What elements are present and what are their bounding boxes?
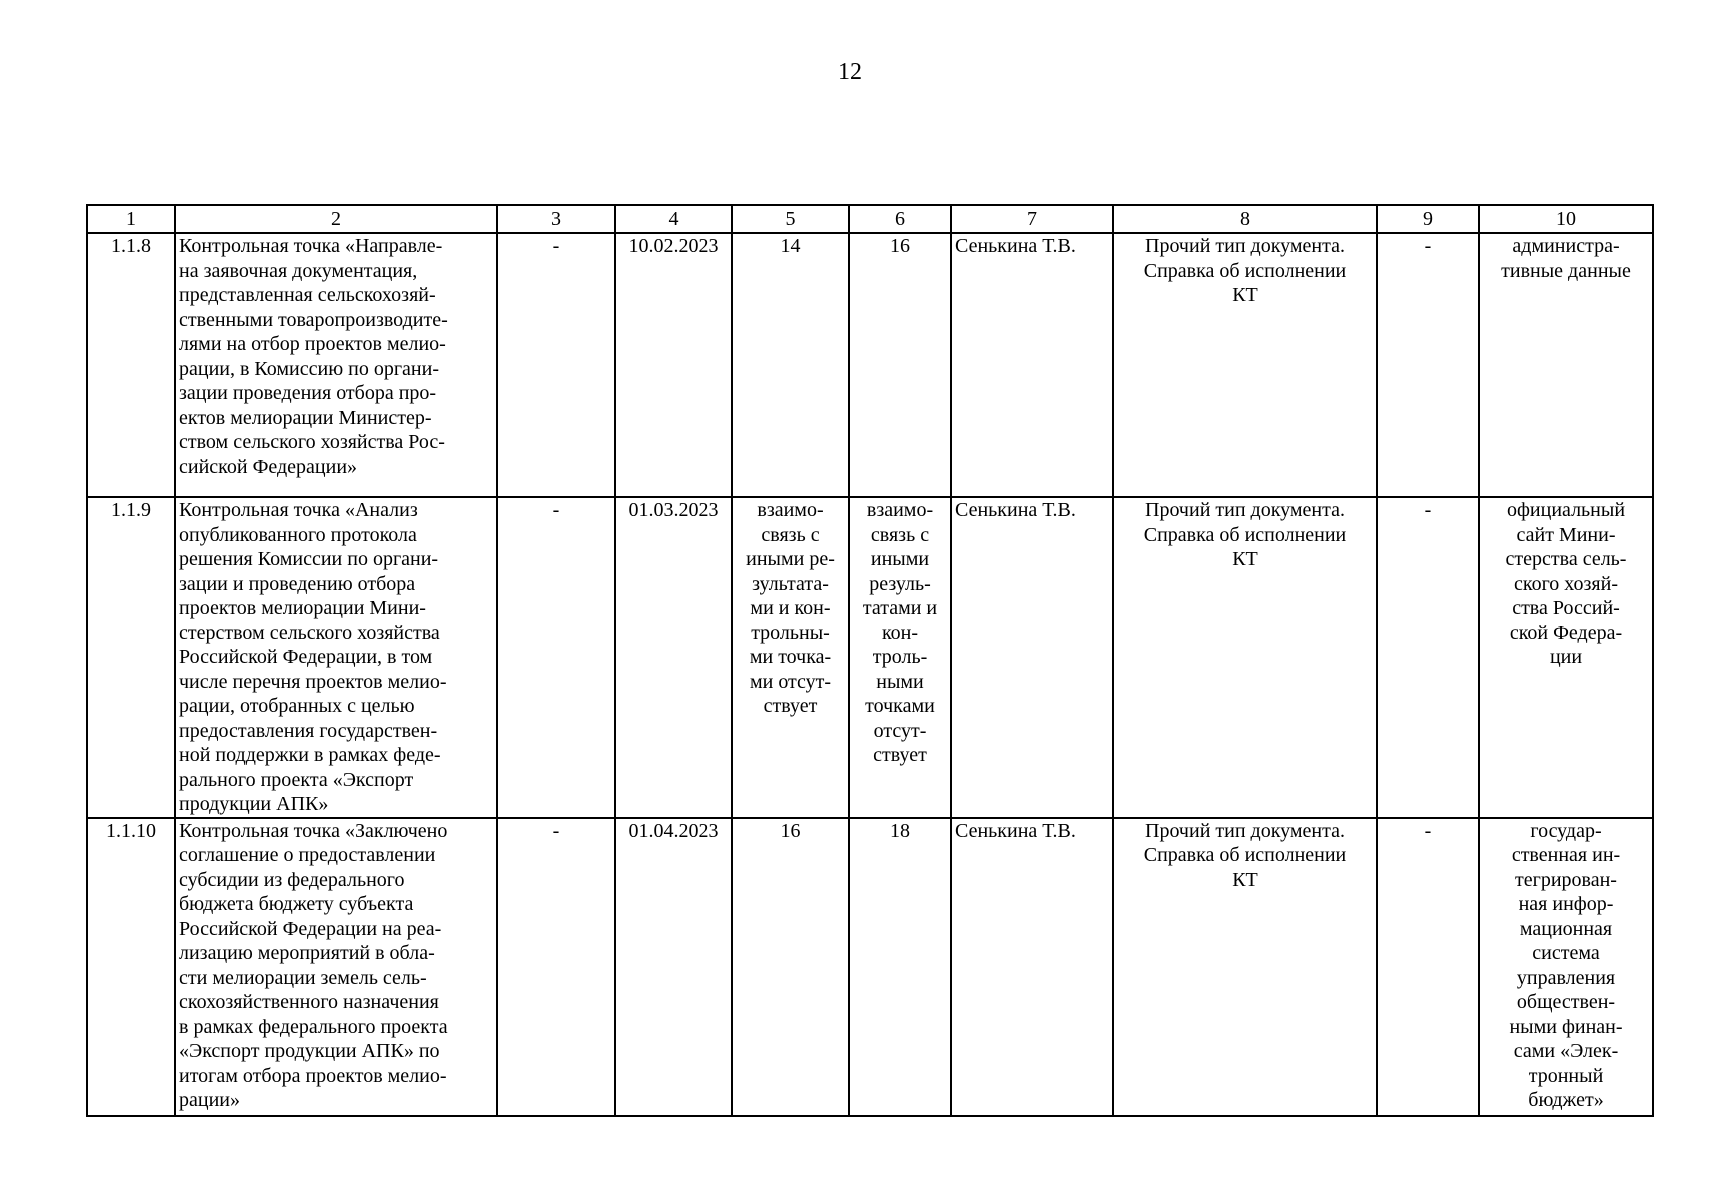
text-line: Российской Федерации на реа- xyxy=(179,917,442,940)
text-line: ми точка- xyxy=(749,646,832,668)
row-col9: - xyxy=(1377,497,1479,818)
row-col5 xyxy=(732,233,849,497)
text-line: числе перечня проектов мелио- xyxy=(179,670,447,693)
row-description xyxy=(175,233,497,497)
column-header: 6 xyxy=(849,205,951,233)
row-id: 1.1.8 xyxy=(87,233,175,497)
row-col5 xyxy=(732,818,849,1116)
text-line: на заявочная документация, xyxy=(179,259,418,282)
column-header: 9 xyxy=(1377,205,1479,233)
text-line: сайт Мини- xyxy=(1516,523,1616,546)
text-line: тивные данные xyxy=(1501,259,1631,282)
row-col6 xyxy=(849,497,951,818)
text-line: Прочий тип документа. xyxy=(1145,499,1345,521)
text-line: Контрольная точка «Направле- xyxy=(179,235,443,257)
text-line: бюджет» xyxy=(1528,1089,1604,1111)
text-line: зультата- xyxy=(752,572,829,595)
text-line: рации, в Комиссию по органи- xyxy=(179,357,439,380)
text-line: «Экспорт продукции АПК» по xyxy=(179,1040,440,1062)
text-line: тегрирован- xyxy=(1515,868,1617,891)
text-line: резуль- xyxy=(869,572,931,595)
text-line: ной поддержки в рамках феде- xyxy=(179,744,441,766)
row-date: 01.04.2023 xyxy=(615,818,732,1116)
column-header: 4 xyxy=(615,205,732,233)
text-line: проектов мелиорации Мини- xyxy=(179,597,426,619)
text-line: администра- xyxy=(1512,235,1620,257)
text-line: тронный xyxy=(1528,1064,1604,1087)
text-line: зации проведения отбора про- xyxy=(179,382,437,404)
text-line: Справка об исполнении xyxy=(1143,844,1347,866)
text-line: итогам отбора проектов мелио- xyxy=(179,1064,447,1087)
column-header: 7 xyxy=(951,205,1113,233)
column-header: 1 xyxy=(87,205,175,233)
text-line: соглашение о предоставлении xyxy=(179,844,436,866)
row-id: 1.1.9 xyxy=(87,497,175,818)
text-line: стерством сельского хозяйства xyxy=(179,621,440,644)
text-line: управления xyxy=(1516,966,1616,989)
row-responsible: Сенькина Т.В. xyxy=(951,497,1113,818)
text-line: предоставления государствен- xyxy=(179,719,438,742)
text-line: КТ xyxy=(1232,284,1258,306)
text-line: Российской Федерации, в том xyxy=(179,646,433,668)
row-col9: - xyxy=(1377,818,1479,1116)
text-line: ствует xyxy=(873,744,927,766)
text-line: точками xyxy=(865,695,935,717)
text-line: взаимо- xyxy=(757,499,824,521)
text-line: ная инфор- xyxy=(1518,893,1614,915)
row-col3: - xyxy=(497,497,615,818)
text-line: ствует xyxy=(763,695,818,717)
column-header: 2 xyxy=(175,205,497,233)
text-line: кон- xyxy=(881,621,919,644)
text-line: 16 xyxy=(780,819,801,842)
text-line: сти мелиорации земель сель- xyxy=(179,966,427,989)
text-line: скохозяйственного назначения xyxy=(179,991,439,1013)
page-number: 12 xyxy=(838,59,862,85)
control-points-table xyxy=(86,204,1654,1117)
text-line: Контрольная точка «Анализ xyxy=(179,499,418,521)
table-row xyxy=(87,818,1653,1116)
text-line: ными финан- xyxy=(1509,1015,1623,1038)
row-description xyxy=(175,818,497,1116)
row-source xyxy=(1479,233,1653,497)
column-header: 8 xyxy=(1113,205,1377,233)
text-line: ции xyxy=(1549,646,1583,668)
text-line: отсут- xyxy=(873,719,927,742)
text-line: рации» xyxy=(179,1089,240,1111)
text-line: иными ре- xyxy=(746,548,835,570)
text-line: иными xyxy=(870,548,930,570)
text-line: лизацию мероприятий в обла- xyxy=(179,942,435,964)
column-header: 10 xyxy=(1479,205,1653,233)
text-line: стерства сель- xyxy=(1505,548,1627,570)
text-line: троль- xyxy=(872,646,928,668)
text-line: мационная xyxy=(1519,917,1613,940)
text-line: сами «Элек- xyxy=(1513,1040,1619,1062)
text-line: ными xyxy=(876,670,924,693)
row-col5 xyxy=(732,497,849,818)
row-col9: - xyxy=(1377,233,1479,497)
row-responsible: Сенькина Т.В. xyxy=(951,818,1113,1116)
text-line: ской Федера- xyxy=(1509,621,1623,644)
text-line: КТ xyxy=(1232,868,1258,891)
row-document xyxy=(1113,497,1377,818)
text-line: рального проекта «Экспорт xyxy=(179,768,414,791)
text-line: система xyxy=(1532,942,1600,964)
text-line: ми и кон- xyxy=(750,597,831,619)
text-line: государ- xyxy=(1530,819,1602,842)
row-col3: - xyxy=(497,818,615,1116)
row-document xyxy=(1113,818,1377,1116)
column-header: 3 xyxy=(497,205,615,233)
row-responsible: Сенькина Т.В. xyxy=(951,233,1113,497)
text-line: трольны- xyxy=(751,621,830,644)
text-line: Справка об исполнении xyxy=(1143,523,1347,546)
row-date: 10.02.2023 xyxy=(615,233,732,497)
text-line: ственная ин- xyxy=(1511,844,1621,866)
text-line: татами и xyxy=(862,597,938,619)
table-row xyxy=(87,233,1653,497)
text-line: решения Комиссии по органи- xyxy=(179,548,439,570)
column-header: 5 xyxy=(732,205,849,233)
text-line: представленная сельскохозяй- xyxy=(179,284,436,306)
text-line: субсидии из федерального xyxy=(179,868,405,891)
row-description xyxy=(175,497,497,818)
text-line: ектов мелиорации Министер- xyxy=(179,406,432,429)
row-date: 01.03.2023 xyxy=(615,497,732,818)
row-col6 xyxy=(849,233,951,497)
row-document xyxy=(1113,233,1377,497)
text-line: 14 xyxy=(780,235,801,257)
text-line: официальный xyxy=(1506,499,1626,521)
text-line: обществен- xyxy=(1516,991,1616,1013)
text-line: КТ xyxy=(1232,548,1258,570)
text-line: связь с xyxy=(870,523,930,546)
text-line: 18 xyxy=(890,819,910,842)
text-line: лями на отбор проектов мелио- xyxy=(179,333,446,355)
text-line: рации, отобранных с целью xyxy=(179,695,415,717)
row-id: 1.1.10 xyxy=(87,818,175,1116)
text-line: Прочий тип документа. xyxy=(1145,235,1345,257)
table-row xyxy=(87,497,1653,818)
text-line: ского хозяй- xyxy=(1514,572,1618,595)
text-line: взаимо- xyxy=(866,499,934,521)
text-line: в рамках федерального проекта xyxy=(179,1015,448,1038)
text-line: бюджета бюджету субъекта xyxy=(179,893,414,915)
text-line: сийской Федерации» xyxy=(179,455,358,478)
text-line: ственными товаропроизводите- xyxy=(179,308,448,331)
text-line: опубликованного протокола xyxy=(179,523,417,546)
text-line: связь с xyxy=(761,523,820,546)
text-line: Прочий тип документа. xyxy=(1145,819,1345,842)
row-col6 xyxy=(849,818,951,1116)
row-source xyxy=(1479,497,1653,818)
text-line: зации и проведению отбора xyxy=(179,572,416,595)
text-line: 16 xyxy=(890,235,910,257)
text-line: ства Россий- xyxy=(1512,597,1620,619)
text-line: Справка об исполнении xyxy=(1143,259,1347,282)
header-row xyxy=(87,205,1653,233)
text-line: продукции АПК» xyxy=(179,793,329,815)
row-col3: - xyxy=(497,233,615,497)
row-source xyxy=(1479,818,1653,1116)
text-line: Контрольная точка «Заключено xyxy=(179,819,448,842)
text-line: ми отсут- xyxy=(749,670,832,693)
text-line: ством сельского хозяйства Рос- xyxy=(179,431,445,453)
